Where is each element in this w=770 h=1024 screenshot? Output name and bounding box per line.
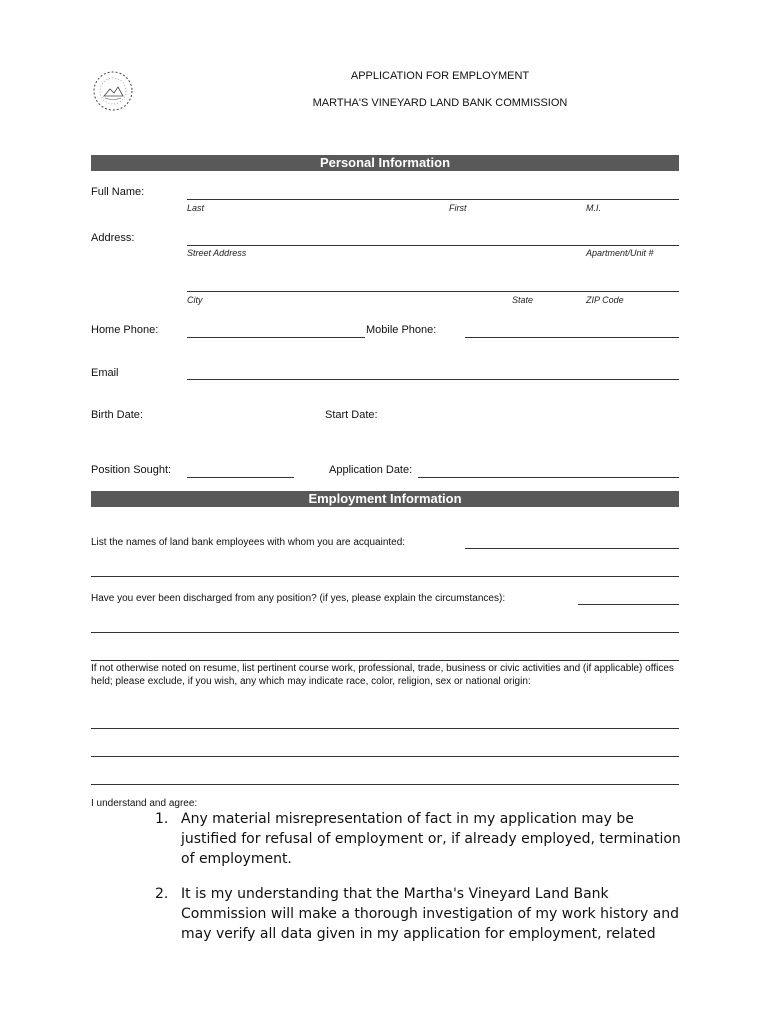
mobile-phone-label: Mobile Phone:: [366, 324, 437, 336]
agreement-intro: I understand and agree:: [91, 798, 198, 809]
home-phone-field[interactable]: [187, 337, 365, 338]
acquainted-question: List the names of land bank employees with whom you are acquainted:: [91, 537, 406, 548]
employment-section-header: Employment Information: [91, 491, 679, 507]
activities-field-line-1[interactable]: [91, 728, 679, 729]
apartment-caption: Apartment/Unit #: [586, 248, 654, 258]
birth-date-label: Birth Date:: [91, 409, 143, 421]
agreement-item-number: 1.: [155, 811, 169, 827]
agreement-item-text: It is my understanding that the Martha's Vineyard Land Bank Commission will make a thorough investigation of my work history and may verify all data given in my application for employment, related: [181, 886, 680, 942]
agreement-item-number: 2.: [155, 886, 169, 902]
activities-field-line-2[interactable]: [91, 756, 679, 757]
agreement-item-text: Any material misrepresentation of fact in my application may be justified for refusal of employment or, if already employed, termination of employment.: [181, 811, 681, 867]
acquainted-field-line-2[interactable]: [91, 576, 679, 577]
application-date-label: Application Date:: [329, 464, 413, 476]
address-label: Address:: [91, 232, 135, 244]
acquainted-field[interactable]: [465, 548, 679, 549]
city-state-zip-field[interactable]: [187, 291, 679, 292]
city-caption: City: [187, 295, 203, 305]
home-phone-label: Home Phone:: [91, 324, 159, 336]
discharged-field-line-3[interactable]: [91, 660, 679, 661]
street-address-caption: Street Address: [187, 248, 247, 258]
activities-question: If not otherwise noted on resume, list pertinent course work, professional, trade, business or civic activities and (if applicable) offices held; please exclude, if you wish, any which may indicate race, color, religion, sex or national origin:: [91, 663, 674, 687]
application-date-field[interactable]: [418, 477, 679, 478]
street-address-field[interactable]: [187, 245, 679, 246]
email-field[interactable]: [187, 379, 679, 380]
organization-name: MARTHA'S VINEYARD LAND BANK COMMISSION: [312, 97, 568, 109]
agreement-item: [155, 809, 685, 869]
discharged-field[interactable]: [578, 604, 679, 605]
position-sought-label: Position Sought:: [91, 464, 172, 476]
agreement-item: [155, 884, 685, 944]
last-name-caption: Last: [187, 203, 205, 213]
full-name-label: Full Name:: [91, 186, 145, 198]
activities-field-line-3[interactable]: [91, 784, 679, 785]
email-label: Email: [91, 367, 119, 379]
start-date-label: Start Date:: [325, 409, 378, 421]
position-sought-field[interactable]: [187, 477, 294, 478]
first-name-caption: First: [449, 203, 467, 213]
form-title: APPLICATION FOR EMPLOYMENT: [350, 70, 530, 82]
state-caption: State: [512, 295, 534, 305]
discharged-question: Have you ever been discharged from any position? (if yes, please explain the circumstances):: [91, 593, 506, 604]
full-name-field[interactable]: [187, 199, 679, 200]
zip-caption: ZIP Code: [586, 295, 624, 305]
personal-section-header: Personal Information: [91, 155, 679, 171]
middle-initial-caption: M.I.: [586, 203, 601, 213]
mobile-phone-field[interactable]: [465, 337, 679, 338]
discharged-field-line-2[interactable]: [91, 632, 679, 633]
